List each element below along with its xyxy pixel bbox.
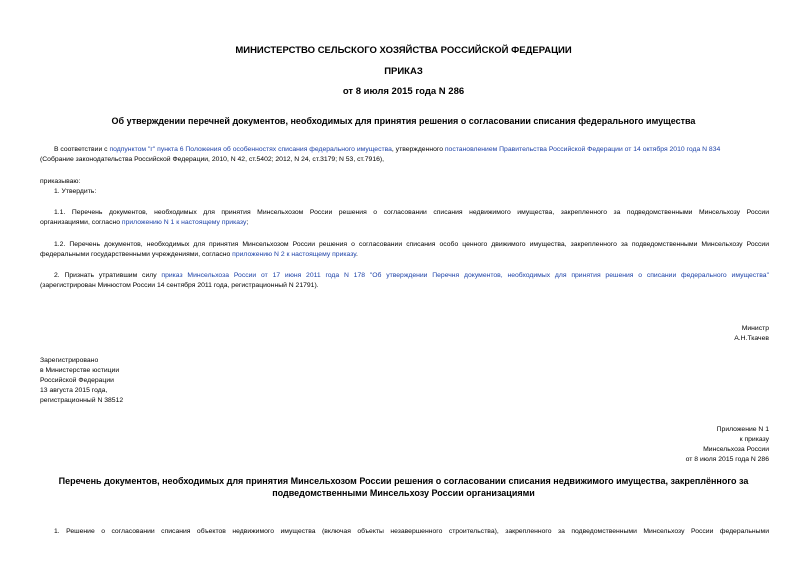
item-1-1-line-1: 1.1. Перечень документов, необходимых для принятия Минсельхозом России решения о согласовании списания недвижимого имущества, закрепленного за подведомственными Минсельхозу России: [54, 209, 769, 216]
appendix-ref-line-4: от 8 июля 2015 года N 286: [685, 456, 769, 463]
item-text: ;: [246, 219, 249, 226]
registration-line-1: Зарегистрировано: [40, 357, 99, 364]
signature-name: А.Н.Ткачев: [734, 335, 769, 342]
appendix-item-1: 1. Решение о согласовании списания объектов недвижимого имущества (включая объекты незавершенного строительства), закрепленного за подведомственными Минсельхозу России федеральными: [54, 528, 769, 535]
document-title: Об утверждении перечней документов, необходимых для принятия решения о согласовании списания федерального имущества: [111, 116, 696, 126]
registration-line-5: регистрационный N 38512: [40, 397, 124, 404]
appendix-title-line-2: подведомственными Минсельхозу России организациями: [272, 488, 535, 498]
appendix-ref-line-2: к приказу: [739, 436, 769, 443]
appendix-ref-line-3: Минсельхоза России: [703, 446, 769, 453]
preamble-line-1: [54, 145, 720, 155]
preamble-line-2: (Собрание законодательства Российской Федерации, 2010, N 42, ст.5402; 2012, N 24, ст.3179; N 53, ст.7916),: [40, 156, 385, 163]
item-1-2-line-1: 1.2. Перечень документов, необходимых для принятия Минсельхозом России решения о согласовании списания особо ценного движимого имущества, закрепленного за подведомственными Минсельхозу России: [54, 241, 769, 248]
link-appendix-2[interactable]: приложению N 2 к настоящему приказу: [232, 251, 356, 258]
link-subparagraph-g[interactable]: подпунктом "г" пункта 6 Положения об особенностях списания федерального имущества: [109, 146, 392, 153]
item-1: 1. Утвердить:: [54, 188, 97, 195]
item-text: организациями, согласно: [40, 219, 122, 226]
registration-line-4: 13 августа 2015 года,: [40, 387, 108, 394]
doc-type-heading: ПРИКАЗ: [384, 66, 423, 77]
order-word: приказываю:: [40, 178, 81, 185]
item-2-line-2: (зарегистрирован Минюстом России 14 сентября 2011 года, регистрационный N 21791).: [40, 282, 319, 289]
preamble-text: , утвержденного: [391, 146, 445, 153]
preamble-text: В соответствии с: [54, 146, 110, 153]
link-order-178[interactable]: приказ Минсельхоза России от 17 июня 2011 года N 178 "Об утверждении Перечня документов, необходимых для принятия решения о списании федерального имущества": [161, 272, 769, 279]
item-1-2-line-2: [40, 250, 358, 260]
appendix-ref-line-1: Приложение N 1: [716, 426, 769, 433]
item-text: .: [355, 251, 358, 258]
item-text: федеральными государственными учреждениями, согласно: [40, 251, 233, 258]
item-1-1-line-2: [40, 218, 248, 228]
registration-line-2: в Министерстве юстиции: [40, 367, 120, 374]
item-text: 2. Признать утратившим силу: [54, 272, 162, 279]
registration-line-3: Российской Федерации: [40, 377, 114, 384]
link-government-decree-834[interactable]: постановлением Правительства Российской Федерации от 14 октября 2010 года N 834: [444, 146, 721, 153]
doc-date-number: от 8 июля 2015 года N 286: [342, 86, 465, 97]
ministry-heading: МИНИСТЕРСТВО СЕЛЬСКОГО ХОЗЯЙСТВА РОССИЙСКОЙ ФЕДЕРАЦИИ: [235, 45, 572, 56]
item-2-line-1: [54, 271, 769, 281]
link-appendix-1[interactable]: приложению N 1 к настоящему приказу: [121, 219, 247, 226]
appendix-title-line-1: Перечень документов, необходимых для принятия Минсельхозом России решения о согласовании списания недвижимого имущества, закреплённого за: [58, 476, 749, 486]
signature-position: Министр: [741, 325, 769, 332]
